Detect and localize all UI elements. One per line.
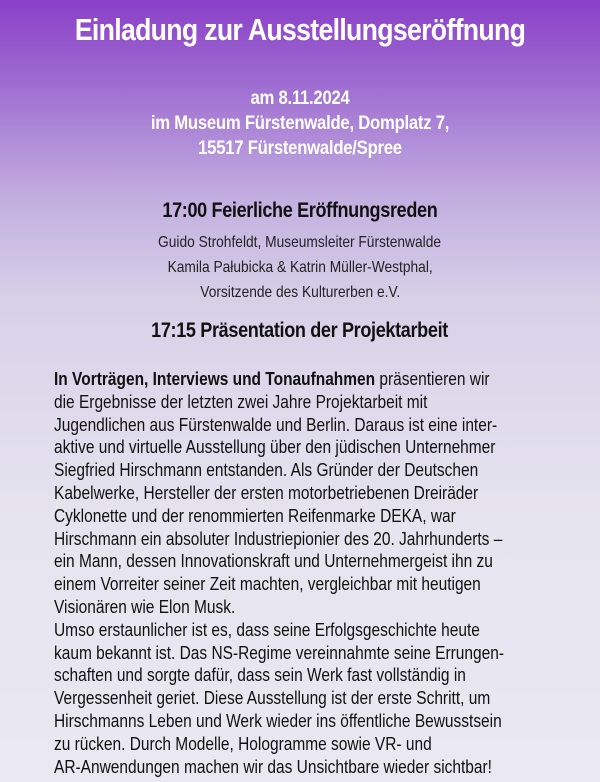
description-line: Kabelwerke, Hersteller der ersten motorbetriebenen Dreiräder — [54, 482, 479, 503]
description-line: aktive und virtuelle Ausstellung über den jüdischen Unternehmer — [54, 437, 496, 458]
venue-block — [0, 86, 600, 161]
description-line: Umso erstaunlicher ist es, dass seine Erfolgsgeschichte heute — [54, 619, 480, 640]
description-line: AR-Anwendungen machen wir das Unsichtbare wieder sichtbar! — [54, 756, 492, 777]
event-location: im Museum Fürstenwalde, Domplatz 7, — [150, 113, 450, 134]
description-line: schaften und sorgte dafür, dass sein Werk fast vollständig in — [54, 665, 466, 686]
description-line: Siegfried Hirschmann entstanden. Als Gründer der Deutschen — [54, 460, 479, 481]
description-line: Vergessenheit geriet. Diese Ausstellung ist der erste Schritt, um — [54, 688, 491, 709]
program-heading-opening: 17:00 Feierliche Eröffnungsreden — [162, 199, 438, 222]
event-date: am 8.11.2024 — [250, 88, 350, 109]
program-heading-presentation: 17:15 Präsentation der Projektarbeit — [151, 319, 449, 342]
description-line: Cyklonette und der renommierten Reifenmarke DEKA, war — [54, 505, 456, 526]
description-line: einem Vorreiter seiner Zeit machten, vergleichbar mit heutigen — [54, 574, 481, 595]
lead-bold-text: In Vorträgen, Interviews und Tonaufnahmen — [54, 369, 376, 389]
invitation-title: Einladung zur Ausstellungseröffnung — [74, 12, 526, 47]
description-line: kaum bekannt ist. Das NS-Regime vereinnahmte seine Errungen- — [54, 642, 504, 663]
description-line: zu rücken. Durch Modelle, Hologramme sowie VR- und — [54, 733, 432, 754]
speaker-line: Vorsitzende des Kulturerben e.V. — [200, 284, 400, 301]
description-line: In Vorträgen, Interviews und Tonaufnahmen präsentieren wir — [54, 369, 490, 389]
description-line: die Ergebnisse der letzten zwei Jahre Projektarbeit mit — [54, 391, 428, 412]
speaker-line: Guido Strohfeldt, Museumsleiter Fürstenwalde — [158, 234, 442, 251]
description-line: Hirschmanns Leben und Werk wieder ins öffentliche Bewusstsein — [54, 710, 502, 731]
event-city: 15517 Fürstenwalde/Spree — [198, 138, 402, 159]
speaker-line: Kamila Pałubicka & Katrin Müller-Westphal, — [167, 259, 433, 276]
description-line: Hirschmann ein absoluter Industriepionier des 20. Jahrhunderts – — [54, 528, 503, 549]
speaker-list — [0, 230, 600, 305]
description-text — [54, 368, 536, 778]
description-line: ein Mann, dessen Innovationskraft und Unternehmergeist ihn zu — [54, 551, 493, 572]
description-line: Visionären wie Elon Musk. — [54, 596, 236, 617]
description-line: Jugendlichen aus Fürstenwalde und Berlin. Daraus ist eine inter- — [54, 414, 498, 435]
